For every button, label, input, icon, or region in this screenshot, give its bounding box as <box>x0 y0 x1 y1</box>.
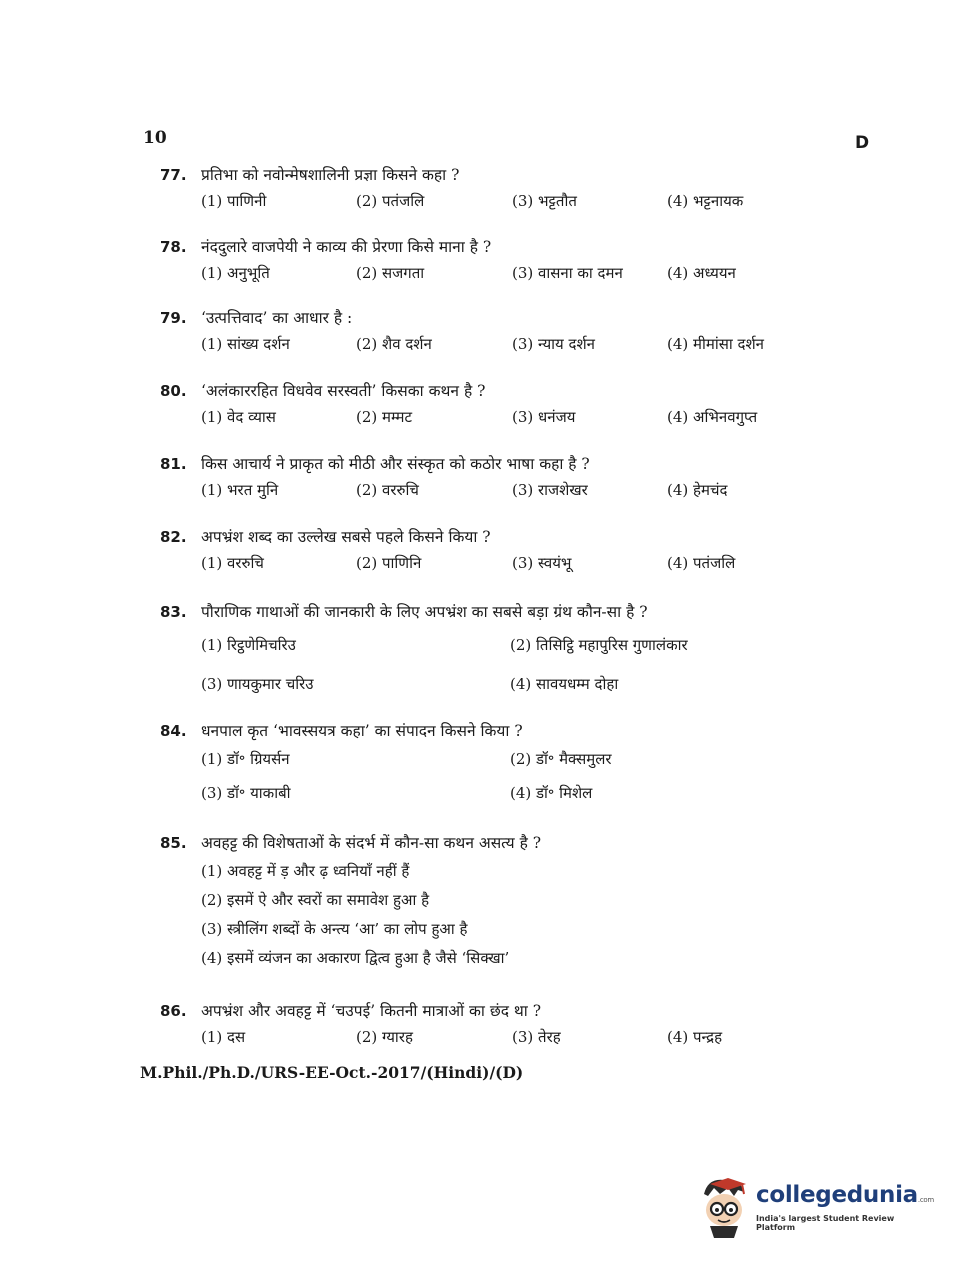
question-text: अपभ्रंश और अवहट्ट में ‘चउपई’ कितनी मात्राओं का छंद था ? <box>201 1002 542 1020</box>
question-text: धनपाल कृत ‘भावस्सयत्र कहा’ का संपादन किसने किया ? <box>201 722 523 740</box>
question-83 <box>160 600 820 713</box>
option-2: (2) शैव दर्शन <box>356 335 432 353</box>
option-4: (4) डॉ॰ मिशेल <box>510 784 593 802</box>
option-4: (4) पन्द्रह <box>667 1028 723 1046</box>
option-3: (3) तेरह <box>512 1028 561 1046</box>
question-number: 77. <box>160 166 187 184</box>
options <box>160 263 820 287</box>
question-text: अपभ्रंश शब्द का उल्लेख सबसे पहले किसने किया ? <box>201 528 491 546</box>
option-1: (1) रिट्ठणेमिचरिउ <box>201 636 296 654</box>
question-number: 85. <box>160 834 187 852</box>
option-2: (2) पतंजलि <box>356 192 425 210</box>
question-number: 79. <box>160 309 187 327</box>
question-number: 84. <box>160 722 187 740</box>
option-2: (2) इसमें ऐ और स्वरों का समावेश हुआ है <box>201 891 430 909</box>
option-1: (1) अवहट्ट में ड़ और ढ़ ध्वनियाँ नहीं हैं <box>201 862 410 880</box>
options <box>160 480 820 504</box>
option-2: (2) डॉ॰ मैक्समुलर <box>510 750 612 768</box>
option-4: (4) भट्टनायक <box>667 192 744 210</box>
option-2: (2) तिसिट्ठि महापुरिस गुणालंकार <box>510 636 688 654</box>
option-3: (3) णायकुमार चरिउ <box>201 675 314 693</box>
page-number: 10 <box>143 128 167 148</box>
question-80 <box>160 379 820 431</box>
question-78 <box>160 235 820 287</box>
option-1: (1) दस <box>201 1028 246 1046</box>
option-3: (3) न्याय दर्शन <box>512 335 595 353</box>
option-3: (3) धनंजय <box>512 408 576 426</box>
option-3: (3) भट्टतौत <box>512 192 577 210</box>
option-2: (2) पाणिनि <box>356 554 422 572</box>
question-number: 81. <box>160 455 187 473</box>
question-text: ‘अलंकाररहित विधवेव सरस्वती’ किसका कथन है ? <box>201 382 486 400</box>
brand-domain: .com <box>917 1196 934 1204</box>
option-1: (1) वेद व्यास <box>201 408 276 426</box>
question-number: 82. <box>160 528 187 546</box>
option-4: (4) मीमांसा दर्शन <box>667 335 765 353</box>
question-77 <box>160 163 820 215</box>
question-79 <box>160 306 820 358</box>
brand-tagline: India's largest Student Review Platform <box>756 1214 895 1232</box>
option-3: (3) राजशेखर <box>512 481 588 499</box>
question-text: नंददुलारे वाजपेयी ने काव्य की प्रेरणा किसे माना है ? <box>201 238 492 256</box>
option-4: (4) पतंजलि <box>667 554 736 572</box>
question-text: अवहट्ट की विशेषताओं के संदर्भ में कौन-सा कथन असत्य है ? <box>201 834 542 852</box>
option-1: (1) अनुभूति <box>201 264 270 282</box>
option-4: (4) अभिनवगुप्त <box>667 408 758 426</box>
options <box>160 553 820 577</box>
option-1: (1) भरत मुनि <box>201 481 279 499</box>
option-4: (4) सावयधम्म दोहा <box>510 675 619 693</box>
options <box>160 334 820 358</box>
question-85 <box>160 831 820 977</box>
option-3: (3) स्त्रीलिंग शब्दों के अन्त्य ‘आ’ का लोप हुआ है <box>201 920 468 938</box>
paper-code-footer: M.Phil./Ph.D./URS-EE-Oct.-2017/(Hindi)/(D) <box>140 1063 524 1082</box>
question-number: 86. <box>160 1002 187 1020</box>
question-text: किस आचार्य ने प्राकृत को मीठी और संस्कृत को कठोर भाषा कहा है ? <box>201 455 590 473</box>
option-2: (2) सजगता <box>356 264 425 282</box>
brand-name: collegedunia <box>756 1182 918 1208</box>
option-1: (1) पाणिनी <box>201 192 267 210</box>
option-3: (3) स्वयंभू <box>512 554 572 572</box>
question-number: 80. <box>160 382 187 400</box>
set-code: D <box>855 133 870 153</box>
options <box>160 1027 820 1051</box>
options <box>160 407 820 431</box>
option-4: (4) हेमचंद <box>667 481 728 499</box>
collegedunia-watermark <box>694 1176 934 1238</box>
option-2: (2) वररुचि <box>356 481 419 499</box>
option-1: (1) डॉ॰ ग्रियर्सन <box>201 750 290 768</box>
option-2: (2) मम्मट <box>356 408 413 426</box>
options <box>160 861 820 968</box>
question-text: पौराणिक गाथाओं की जानकारी के लिए अपभ्रंश का सबसे बड़ा ग्रंथ कौन-सा है ? <box>201 603 648 621</box>
mascot-icon <box>694 1176 752 1238</box>
question-86 <box>160 999 820 1051</box>
option-3: (3) वासना का दमन <box>512 264 623 282</box>
question-number: 78. <box>160 238 187 256</box>
option-1: (1) सांख्य दर्शन <box>201 335 290 353</box>
question-text: ‘उत्पत्तिवाद’ का आधार है : <box>201 309 353 327</box>
question-number: 83. <box>160 603 187 621</box>
question-82 <box>160 525 820 577</box>
options <box>160 191 820 215</box>
option-2: (2) ग्यारह <box>356 1028 413 1046</box>
question-text: प्रतिभा को नवोन्मेषशालिनी प्रज्ञा किसने कहा ? <box>201 166 460 184</box>
option-4: (4) इसमें व्यंजन का अकारण द्वित्व हुआ है जैसे ‘सिक्खा’ <box>201 949 510 967</box>
option-3: (3) डॉ॰ याकाबी <box>201 784 291 802</box>
option-1: (1) वररुचि <box>201 554 264 572</box>
question-84 <box>160 719 820 822</box>
option-4: (4) अध्ययन <box>667 264 736 282</box>
question-81 <box>160 452 820 504</box>
options <box>160 749 820 807</box>
options <box>160 635 820 698</box>
